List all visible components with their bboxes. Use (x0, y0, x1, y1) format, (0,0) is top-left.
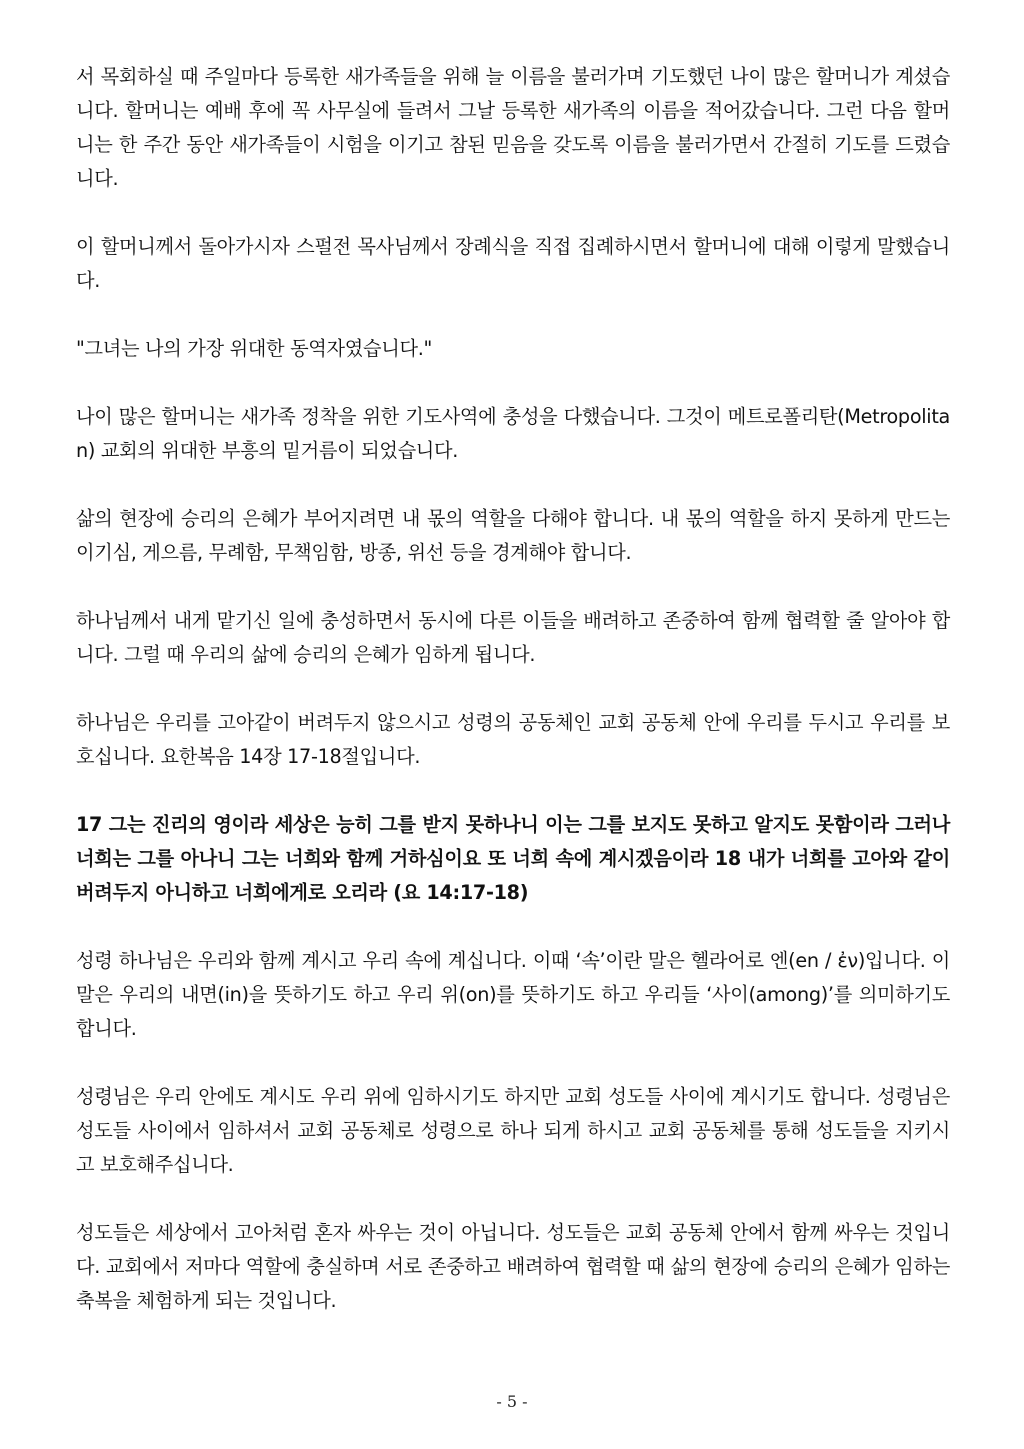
paragraph-faithfulness: 하나님께서 내게 맡기신 일에 충성하면서 동시에 다른 이들을 배려하고 존중하여 함께 협력할 줄 알아야 합니다. 그럴 때 우리의 삶에 승리의 은혜가 임하게 됩니다. (76, 609, 950, 666)
scripture-john-14: 17 그는 진리의 영이라 세상은 능히 그를 받지 못하나니 이는 그를 보지도 못하고 알지도 못함이라 그러나 너희는 그를 아나니 그는 너희와 함께 거하심이요 또 너희 속에 계시겠음이라 18 내가 너희를 고아와 같이 버려두지 아니하고 너희에게로 오리라 (요 14:17-18) (76, 813, 950, 904)
paragraph-funeral: 이 할머니께서 돌아가시자 스펄전 목사님께서 장례식을 직접 집례하시면서 할머니에 대해 이렇게 말했습니다. (76, 235, 950, 292)
page-number: - 5 - (496, 1392, 528, 1411)
paragraph-spirit-among: 성령님은 우리 안에도 계시도 우리 위에 임하시기도 하지만 교회 성도들 사이에 계시기도 합니다. 성령님은 성도들 사이에서 임하셔서 교회 공동체로 성령으로 하나 되게 하시고 교회 공동체를 통해 성도들을 지키시고 보호해주십니다. (76, 1085, 950, 1176)
paragraph-prayer-grandmother: 서 목회하실 때 주일마다 등록한 새가족들을 위해 늘 이름을 불러가며 기도했던 나이 많은 할머니가 계셨습니다. 할머니는 예배 후에 꼭 사무실에 들려서 그날 등록한 새가족의 이름을 적어갔습니다. 그런 다음 할머니는 한 주간 동안 새가족들이 시험을 이기고 참된 믿음을 갖도록 이름을 불러가면서 간절히 기도를 드렸습니다. (76, 65, 950, 190)
paragraph-not-orphans: 하나님은 우리를 고아같이 버려두지 않으시고 성령의 공동체인 교회 공동체 안에 우리를 두시고 우리를 보호십니다. 요한복음 14장 17-18절입니다. (76, 711, 950, 768)
paragraph-fight-together: 성도들은 세상에서 고아처럼 혼자 싸우는 것이 아닙니다. 성도들은 교회 공동체 안에서 함께 싸우는 것입니다. 교회에서 저마다 역할에 충실하며 서로 존중하고 배려하여 협력할 때 삶의 현장에 승리의 은혜가 임하는 축복을 체험하게 되는 것입니다. (76, 1221, 950, 1312)
paragraph-role: 삶의 현장에 승리의 은혜가 부어지려면 내 몫의 역할을 다해야 합니다. 내 몫의 역할을 하지 못하게 만드는 이기심, 게으름, 무례함, 무책임함, 방종, 위선 등을 경계해야 합니다. (76, 507, 950, 564)
paragraph-holy-spirit-en: 성령 하나님은 우리와 함께 계시고 우리 속에 계십니다. 이때 ‘속’이란 말은 헬라어로 엔(en / ἐν)입니다. 이 말은 우리의 내면(in)을 뜻하기도 하고 우리 위(on)를 뜻하기도 하고 우리들 ‘사이(among)’를 의미하기도 합니다. (76, 949, 950, 1040)
paragraph-quote-coworker: "그녀는 나의 가장 위대한 동역자였습니다." (76, 337, 433, 360)
paragraph-metropolitan-revival: 나이 많은 할머니는 새가족 정착을 위한 기도사역에 충성을 다했습니다. 그것이 메트로폴리탄(Metropolitan) 교회의 위대한 부흥의 밑거름이 되었습니다. (76, 405, 950, 462)
document-body (76, 60, 950, 1352)
